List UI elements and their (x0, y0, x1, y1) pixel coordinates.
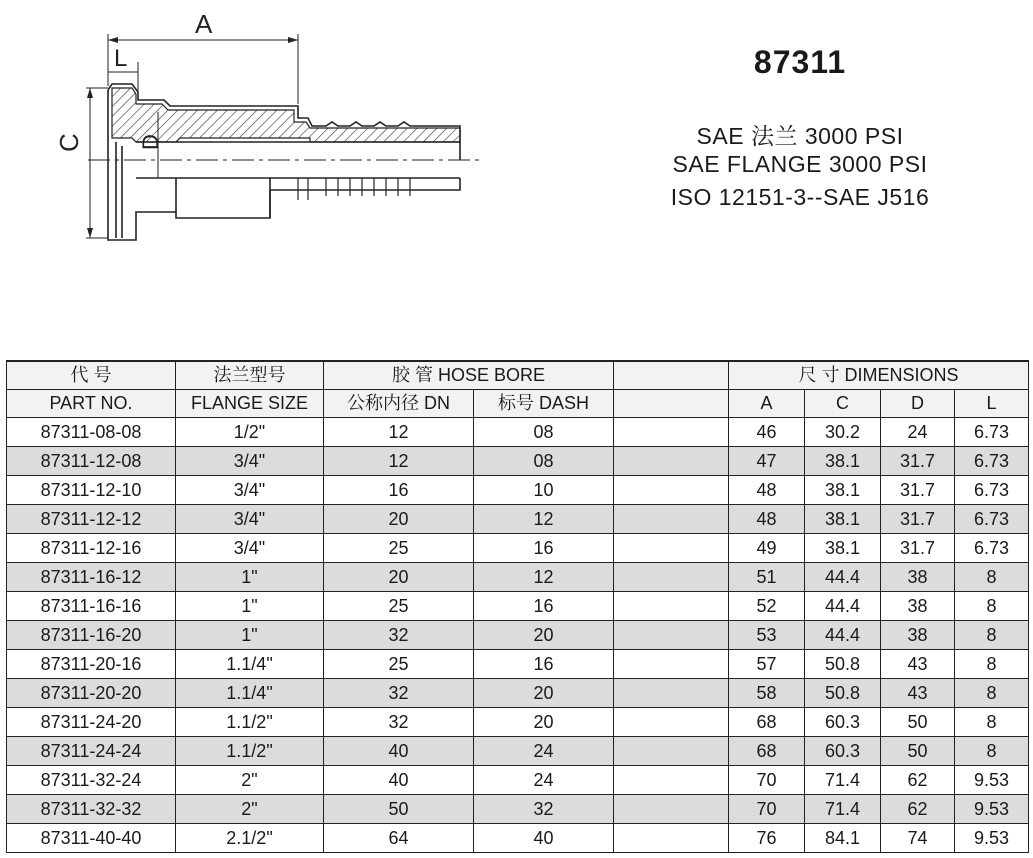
flange-size-cell: 2.1/2" (176, 824, 324, 853)
fitting-drawing (40, 0, 480, 260)
parts-table (6, 360, 1029, 853)
part-no-cell: 87311-16-12 (7, 563, 176, 592)
dim-c-cell: 50.8 (805, 679, 881, 708)
dim-a-cell: 76 (729, 824, 805, 853)
blank-cell (614, 621, 729, 650)
dim-c-cell: 38.1 (805, 534, 881, 563)
flange-size-cell: 2" (176, 766, 324, 795)
blank-cell (614, 418, 729, 447)
dim-c-cell: 44.4 (805, 592, 881, 621)
dim-c-cell: 60.3 (805, 737, 881, 766)
table-row (7, 824, 1029, 853)
dash-cell: 16 (474, 592, 614, 621)
dn-cell: 64 (324, 824, 474, 853)
spec-line-2: SAE FLANGE 3000 PSI (672, 151, 928, 177)
flange-size-cell: 3/4" (176, 505, 324, 534)
dim-l-cell: 8 (955, 679, 1029, 708)
dn-cell: 32 (324, 621, 474, 650)
flange-size-cell: 3/4" (176, 447, 324, 476)
flange-size-cell: 1.1/2" (176, 737, 324, 766)
header-c: C (805, 390, 881, 418)
flange-size-cell: 1.1/4" (176, 679, 324, 708)
label-a: A (195, 9, 213, 39)
blank-cell (614, 447, 729, 476)
arrow-a-left (108, 37, 118, 43)
arrow-a-right (288, 37, 298, 43)
arrow-c-bottom (87, 228, 93, 238)
dim-l-cell: 9.53 (955, 824, 1029, 853)
dim-d-cell: 62 (881, 795, 955, 824)
flange-size-cell: 1" (176, 621, 324, 650)
table-row (7, 650, 1029, 679)
dim-c-cell: 30.2 (805, 418, 881, 447)
part-no-cell: 87311-16-20 (7, 621, 176, 650)
dim-l-cell: 8 (955, 621, 1029, 650)
table-row (7, 795, 1029, 824)
dash-cell: 12 (474, 563, 614, 592)
header-flange-size: FLANGE SIZE (176, 390, 324, 418)
flange-size-cell: 1/2" (176, 418, 324, 447)
dim-c-cell: 38.1 (805, 447, 881, 476)
dash-cell: 08 (474, 447, 614, 476)
dn-cell: 12 (324, 447, 474, 476)
dim-d-cell: 31.7 (881, 534, 955, 563)
flange-size-cell: 1" (176, 592, 324, 621)
dim-d-cell: 38 (881, 621, 955, 650)
dim-l-cell: 8 (955, 650, 1029, 679)
flange-size-cell: 1.1/4" (176, 650, 324, 679)
part-no-cell: 87311-12-08 (7, 447, 176, 476)
dn-cell: 32 (324, 679, 474, 708)
blank-cell (614, 563, 729, 592)
blank-cell (614, 650, 729, 679)
blank-cell (614, 824, 729, 853)
flange-size-cell: 3/4" (176, 534, 324, 563)
dim-c-cell: 71.4 (805, 766, 881, 795)
dash-cell: 24 (474, 766, 614, 795)
parts-table-body (7, 418, 1029, 853)
part-no-cell: 87311-32-24 (7, 766, 176, 795)
table-row (7, 708, 1029, 737)
table-row (7, 766, 1029, 795)
dim-c-cell: 38.1 (805, 476, 881, 505)
dim-l-cell: 6.73 (955, 476, 1029, 505)
dim-a-cell: 52 (729, 592, 805, 621)
dim-a-cell: 46 (729, 418, 805, 447)
dash-cell: 20 (474, 621, 614, 650)
flange-size-cell: 3/4" (176, 476, 324, 505)
dim-l-cell: 8 (955, 708, 1029, 737)
dim-l-cell: 6.73 (955, 418, 1029, 447)
header-l: L (955, 390, 1029, 418)
dim-c-cell: 44.4 (805, 621, 881, 650)
dim-d-cell: 43 (881, 650, 955, 679)
product-code: 87311 (753, 44, 847, 80)
part-no-cell: 87311-24-20 (7, 708, 176, 737)
blank-cell (614, 534, 729, 563)
table-row (7, 418, 1029, 447)
dn-cell: 20 (324, 505, 474, 534)
label-c: C (54, 133, 84, 152)
dim-l-cell: 6.73 (955, 505, 1029, 534)
label-d: D (138, 134, 163, 150)
header-blank (614, 361, 729, 390)
spec-line-3: ISO 12151-3--SAE J516 (670, 184, 930, 210)
spec-line-1: SAE 法兰 3000 PSI (696, 123, 904, 150)
dim-d-cell: 50 (881, 708, 955, 737)
header-part-no-cn: 代 号 (7, 361, 176, 390)
dim-d-cell: 43 (881, 679, 955, 708)
part-no-cell: 87311-12-10 (7, 476, 176, 505)
header-hose-bore: 胶 管 HOSE BORE (324, 361, 614, 390)
dim-c-cell: 38.1 (805, 505, 881, 534)
header-flange-cn: 法兰型号 (176, 361, 324, 390)
dim-d-cell: 62 (881, 766, 955, 795)
table-row (7, 534, 1029, 563)
dim-l-cell: 8 (955, 563, 1029, 592)
dim-a-cell: 68 (729, 737, 805, 766)
header-dimensions: 尺 寸 DIMENSIONS (729, 361, 1029, 390)
dn-cell: 32 (324, 708, 474, 737)
part-no-cell: 87311-08-08 (7, 418, 176, 447)
header-dash: 标号 DASH (474, 390, 614, 418)
dash-cell: 24 (474, 737, 614, 766)
dim-a-cell: 53 (729, 621, 805, 650)
dim-a-cell: 58 (729, 679, 805, 708)
blank-cell (614, 679, 729, 708)
dn-cell: 50 (324, 795, 474, 824)
header-d: D (881, 390, 955, 418)
dim-a-cell: 70 (729, 766, 805, 795)
dim-a-cell: 48 (729, 476, 805, 505)
table-row (7, 505, 1029, 534)
part-no-cell: 87311-20-16 (7, 650, 176, 679)
dn-cell: 20 (324, 563, 474, 592)
blank-cell (614, 505, 729, 534)
hatched-section (112, 88, 460, 142)
dn-cell: 25 (324, 592, 474, 621)
header-dn: 公称内径 DN (324, 390, 474, 418)
dim-d-cell: 38 (881, 592, 955, 621)
dn-cell: 16 (324, 476, 474, 505)
dim-a-cell: 68 (729, 708, 805, 737)
dim-d-cell: 31.7 (881, 447, 955, 476)
header-part-no: PART NO. (7, 390, 176, 418)
dim-l-cell: 9.53 (955, 795, 1029, 824)
dim-d-cell: 24 (881, 418, 955, 447)
part-no-cell: 87311-16-16 (7, 592, 176, 621)
table-row (7, 476, 1029, 505)
part-no-cell: 87311-20-20 (7, 679, 176, 708)
dn-cell: 25 (324, 650, 474, 679)
dim-c-cell: 50.8 (805, 650, 881, 679)
part-no-cell: 87311-12-16 (7, 534, 176, 563)
table-row (7, 563, 1029, 592)
dim-l-cell: 8 (955, 592, 1029, 621)
arrow-c-top (87, 88, 93, 98)
header-blank-2 (614, 390, 729, 418)
dim-a-cell: 57 (729, 650, 805, 679)
dim-d-cell: 74 (881, 824, 955, 853)
dim-c-cell: 84.1 (805, 824, 881, 853)
dash-cell: 08 (474, 418, 614, 447)
dim-d-cell: 31.7 (881, 476, 955, 505)
dim-l-cell: 8 (955, 737, 1029, 766)
dim-a-cell: 47 (729, 447, 805, 476)
blank-cell (614, 795, 729, 824)
dash-cell: 20 (474, 679, 614, 708)
barbs (298, 178, 410, 200)
dn-cell: 40 (324, 766, 474, 795)
blank-cell (614, 476, 729, 505)
dim-a-cell: 51 (729, 563, 805, 592)
dim-a-cell: 70 (729, 795, 805, 824)
dim-c-cell: 44.4 (805, 563, 881, 592)
dim-l-cell: 6.73 (955, 447, 1029, 476)
table-row (7, 737, 1029, 766)
dash-cell: 40 (474, 824, 614, 853)
header-a: A (729, 390, 805, 418)
flange-size-cell: 1" (176, 563, 324, 592)
flange-size-cell: 1.1/2" (176, 708, 324, 737)
flange-size-cell: 2" (176, 795, 324, 824)
dim-d-cell: 31.7 (881, 505, 955, 534)
label-l: L (114, 45, 128, 72)
part-no-cell: 87311-12-12 (7, 505, 176, 534)
dash-cell: 12 (474, 505, 614, 534)
dash-cell: 16 (474, 534, 614, 563)
part-no-cell: 87311-40-40 (7, 824, 176, 853)
fitting-drawing-svg (40, 0, 480, 260)
dim-c-cell: 60.3 (805, 708, 881, 737)
dash-cell: 10 (474, 476, 614, 505)
dim-d-cell: 38 (881, 563, 955, 592)
dash-cell: 20 (474, 708, 614, 737)
dim-a-cell: 48 (729, 505, 805, 534)
dn-cell: 12 (324, 418, 474, 447)
dash-cell: 32 (474, 795, 614, 824)
dim-d-cell: 50 (881, 737, 955, 766)
dim-c-cell: 71.4 (805, 795, 881, 824)
dn-cell: 25 (324, 534, 474, 563)
blank-cell (614, 766, 729, 795)
dash-cell: 16 (474, 650, 614, 679)
dim-l-cell: 9.53 (955, 766, 1029, 795)
table-row (7, 621, 1029, 650)
table-row (7, 447, 1029, 476)
dim-a-cell: 49 (729, 534, 805, 563)
blank-cell (614, 592, 729, 621)
table-row (7, 592, 1029, 621)
blank-cell (614, 737, 729, 766)
dim-l-cell: 6.73 (955, 534, 1029, 563)
table-row (7, 679, 1029, 708)
part-no-cell: 87311-24-24 (7, 737, 176, 766)
blank-cell (614, 708, 729, 737)
dn-cell: 40 (324, 737, 474, 766)
lower-body (176, 178, 460, 218)
part-no-cell: 87311-32-32 (7, 795, 176, 824)
